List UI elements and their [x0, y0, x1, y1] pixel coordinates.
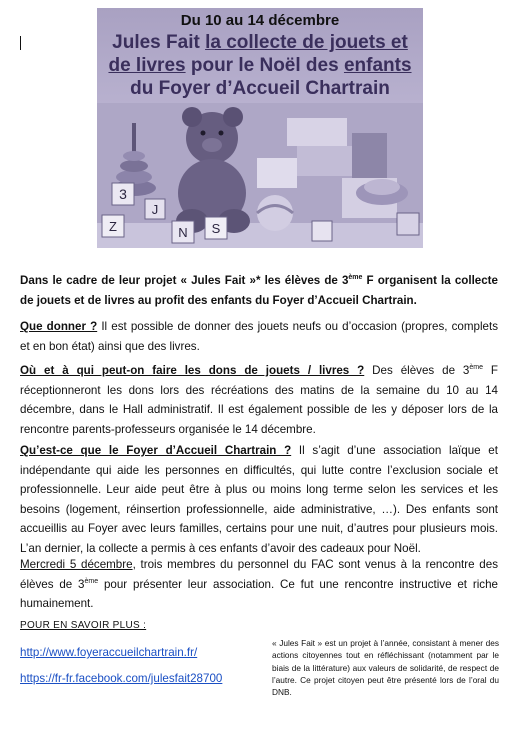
toy-block-3: 3 — [119, 186, 127, 202]
toys-illustration — [97, 103, 423, 248]
meeting-paragraph — [20, 555, 498, 614]
meeting-sup: ème — [84, 577, 99, 585]
banner-line-2 — [97, 32, 423, 54]
toy-block-j: J — [151, 202, 159, 217]
intro-sup: ème — [348, 274, 363, 282]
toy-block-z: Z — [109, 219, 117, 234]
where-heading: Où et à qui peut-on faire les dons de jouets / livres ? — [20, 364, 365, 377]
foyer-paragraph — [20, 441, 498, 558]
facebook-link[interactable]: https://fr-fr.facebook.com/julesfait28700 — [20, 672, 223, 685]
intro-text-a: Dans le cadre de leur projet « Jules Fait »* les élèves de 3 — [20, 274, 349, 287]
banner-image — [97, 8, 423, 248]
where-sup: ème — [469, 364, 483, 372]
where-text-a: Des élèves de 3 — [364, 364, 470, 377]
banner-line-3-b: pour le Noël des — [185, 55, 344, 76]
banner-date: Du 10 au 14 décembre — [180, 12, 340, 29]
banner-line-4: du Foyer d’Accueil Chartrain — [130, 78, 390, 99]
what-to-give-heading: Que donner ? — [20, 320, 98, 333]
learn-more-heading: POUR EN SAVOIR PLUS : — [20, 620, 147, 631]
banner-line-3-a: de livres — [108, 55, 186, 76]
foyer-heading: Qu’est-ce que le Foyer d’Accueil Chartrain ? — [20, 444, 292, 457]
banner-line-2-a: Jules Fait — [112, 32, 206, 53]
intro-paragraph — [20, 271, 498, 310]
meeting-date: Mercredi 5 décembre — [20, 558, 133, 571]
foyer-website-link[interactable]: http://www.foyeraccueilchartrain.fr/ — [20, 646, 198, 659]
meeting-text-a: , trois membres du personnel du FAC sont venus à la rencontre des élèves de 3 — [20, 558, 498, 591]
banner-line-2-b: la collecte de jouets et — [205, 32, 408, 53]
where-text-b: F réceptionneront les dons lors des récréations des matins de la semaine du 10 au 14 décembre, dans le Hall administratif. Il est également possible de les y déposer lors de la rencontre parents-professeurs organisée le 14 décembre. — [20, 364, 498, 436]
banner-line-3 — [97, 55, 423, 77]
jules-fait-note: « Jules Fait » est un projet à l’année, consistant à mener des actions citoyennes tout en réfléchissant (notamment par le biais de la littérature) aux valeurs de solidarité, de respect de l’autre. Ce projet citoyen peut être présenté lors de l’oral du DNB. — [272, 638, 499, 698]
intro-text-b: F organisent la collecte de jouets et de livres au profit des enfants du Foyer d’Accueil Chartrain. — [20, 274, 498, 307]
banner-line-3-c: enfants — [343, 55, 412, 76]
meeting-text-b: pour présenter leur association. Ce fut une rencontre instructive et riche humainement. — [20, 577, 498, 610]
toy-block-s: S — [211, 221, 221, 236]
toy-block-n: N — [178, 225, 188, 240]
foyer-text: Il s’agit d’une association laïque et indépendante qui aide les personnes en difficultés, qui lutte contre l’exclusion sociale et professionnelle. Leur aide peut être à plus ou moins long terme selon les services et les besoins (logement, réinsertion professionnelle, aide administrative, …). Des enfants sont accueillis au Foyer avec leurs familles, certains pour une nuit, d’autres pour plusieurs mois. L’an dernier, la collecte a permis à ces enfants d’avoir des cadeaux pour Noël. — [20, 444, 498, 555]
text-cursor — [20, 36, 21, 50]
what-to-give-text: Il est possible de donner des jouets neufs ou d’occasion (propres, complets et en bon état) ainsi que des livres. — [20, 320, 499, 353]
what-to-give-paragraph — [20, 317, 498, 356]
where-paragraph — [20, 361, 498, 439]
